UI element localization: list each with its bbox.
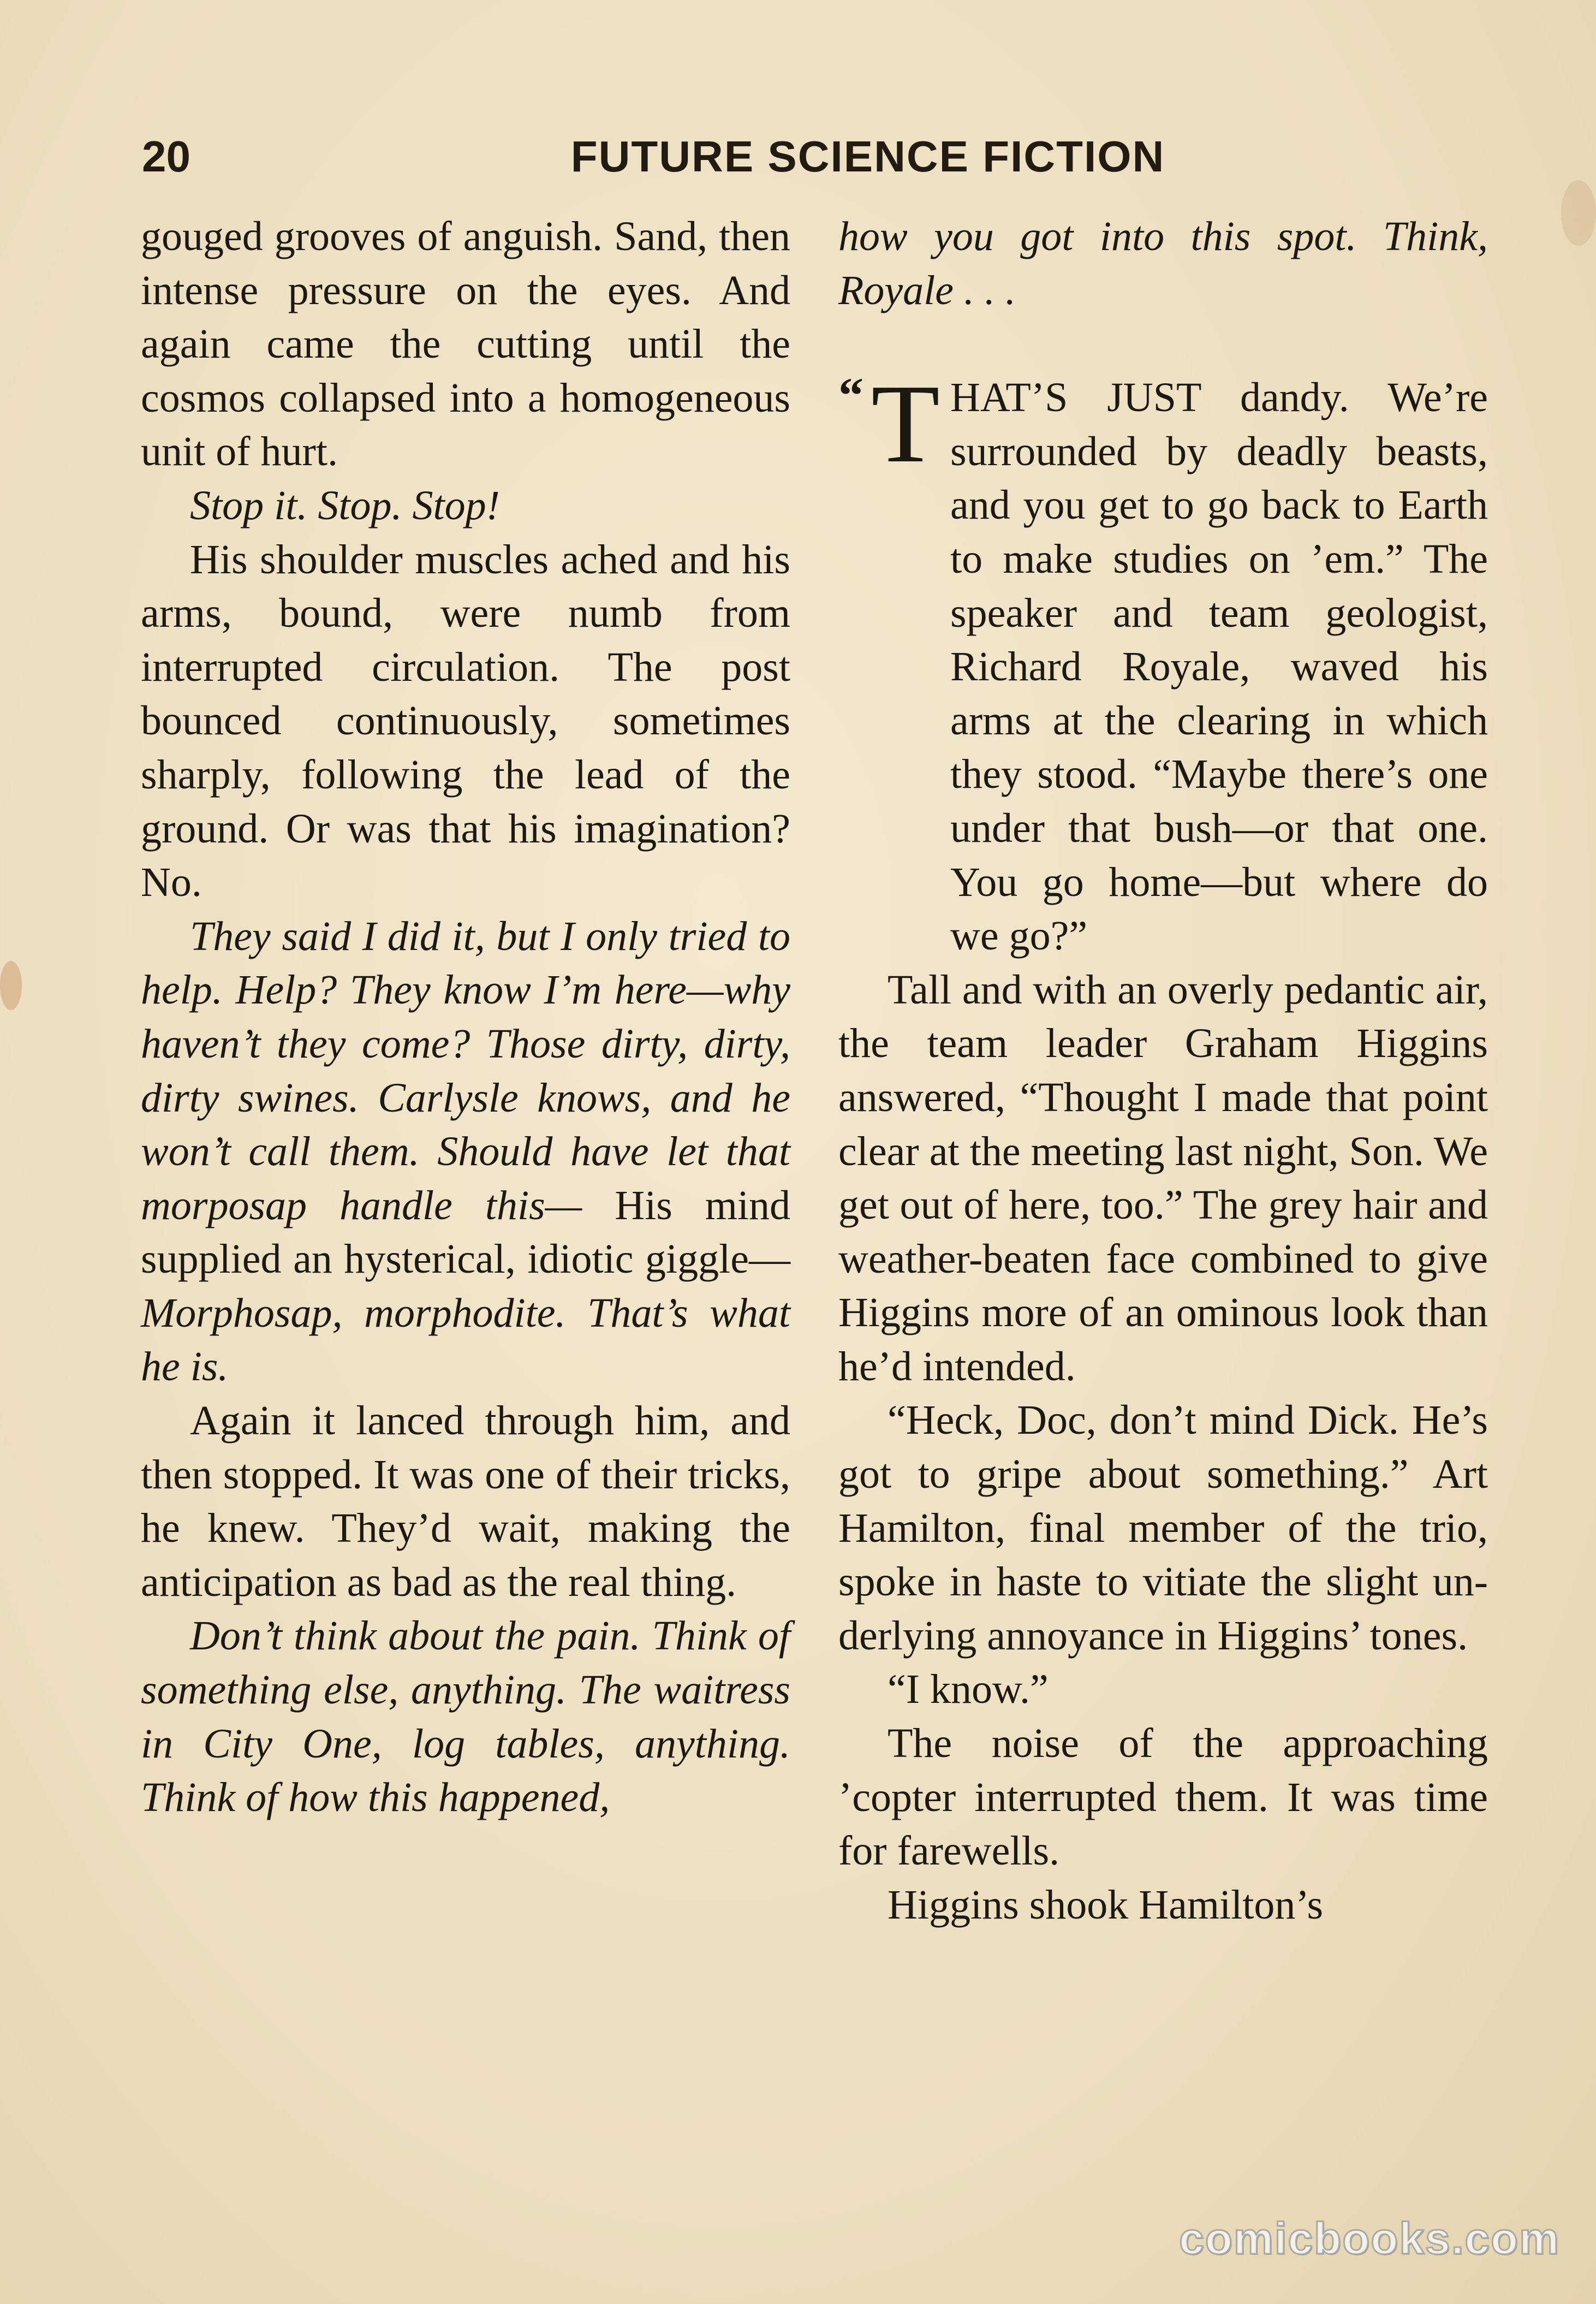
paragraph: His shoulder muscles ached and his arms, bound, were numb from interrupted circulation. The post bounced continuously, sometimes sharply, following the lead of the ground. Or was that his imagination? No.	[141, 536, 790, 906]
italic-thought: Morphosap, morphodite. That’s what he is.	[141, 1290, 790, 1390]
paragraph: gouged grooves of anguish. Sand, then intense pressure on the eyes. And again came the cutting until the cosmos collapsed into a homogeneous unit of hurt.	[141, 213, 790, 475]
dropcap-paragraph-text: HAT’S JUST dandy. We’re surrounded by deadly beasts, and you get to go back to Earth to make studies on ’em.” The speaker and team geologist, Richard Royale, waved his arms at the clearing in which they stood. “Maybe there’s one under that bush—or that one. You go home—but where do we go?”	[950, 375, 1488, 959]
dropcap-quote-mark: “	[838, 367, 863, 424]
right-column	[838, 210, 1488, 1932]
paper-stain	[1561, 180, 1596, 246]
italic-thought: how you got into this spot. Think, Royale . . .	[838, 213, 1488, 313]
paragraph: “Heck, Doc, don’t mind Dick. He’s got to gripe about something.” Art Hamilton, final member of the trio, spoke in haste to vitiate the slight underlying annoyance in Higgins’ tones.	[838, 1397, 1488, 1659]
page-header	[142, 127, 1487, 187]
paragraph: Tall and with an overly pedantic air, the team leader Graham Higgins answered, “Thought I made that point clear at the meeting last night, Son. We get out of here, too.” The grey hair and weather-beaten face combined to give Higgins more of an ominous look than he’d intended.	[838, 966, 1488, 1389]
running-head: FUTURE SCIENCE FICTION	[570, 132, 1165, 181]
page-number: 20	[142, 132, 190, 181]
paragraph: Again it lanced through him, and then stopped. It was one of their tricks, he knew. They’d wait, making the anticipation as bad as the real thing.	[141, 1398, 790, 1605]
paragraph: Higgins shook Hamilton’s	[888, 1881, 1324, 1928]
dropcap-letter: T	[871, 361, 940, 486]
italic-thought: They said I did it, but I only tried to help. Help? They know I’m here—why haven’t they come? Those dirty, dirty, dirty swines. Carlysle knows, and he won’t call them. Should have let that morposap handle this—	[141, 913, 790, 1228]
dropcap-paragraph	[838, 361, 1488, 963]
paragraph: The noise of the approaching ’copter interrupted them. It was time for farewells.	[838, 1720, 1488, 1874]
paper-stain	[0, 961, 22, 1010]
text-run: His mind supplied an hysterical, idiotic giggle—	[141, 1182, 791, 1282]
italic-thought: Don’t think about the pain. Think of something else, anything. The waitress in City One, log tables, anything. Think of how this happened,	[141, 1613, 790, 1821]
italic-thought: Stop it. Stop. Stop!	[190, 482, 500, 529]
paragraph: “I know.”	[888, 1666, 1049, 1713]
left-column	[141, 210, 790, 1825]
mixed-paragraph	[141, 910, 790, 1394]
watermark-logo: comicbooks.com	[1179, 2214, 1560, 2264]
